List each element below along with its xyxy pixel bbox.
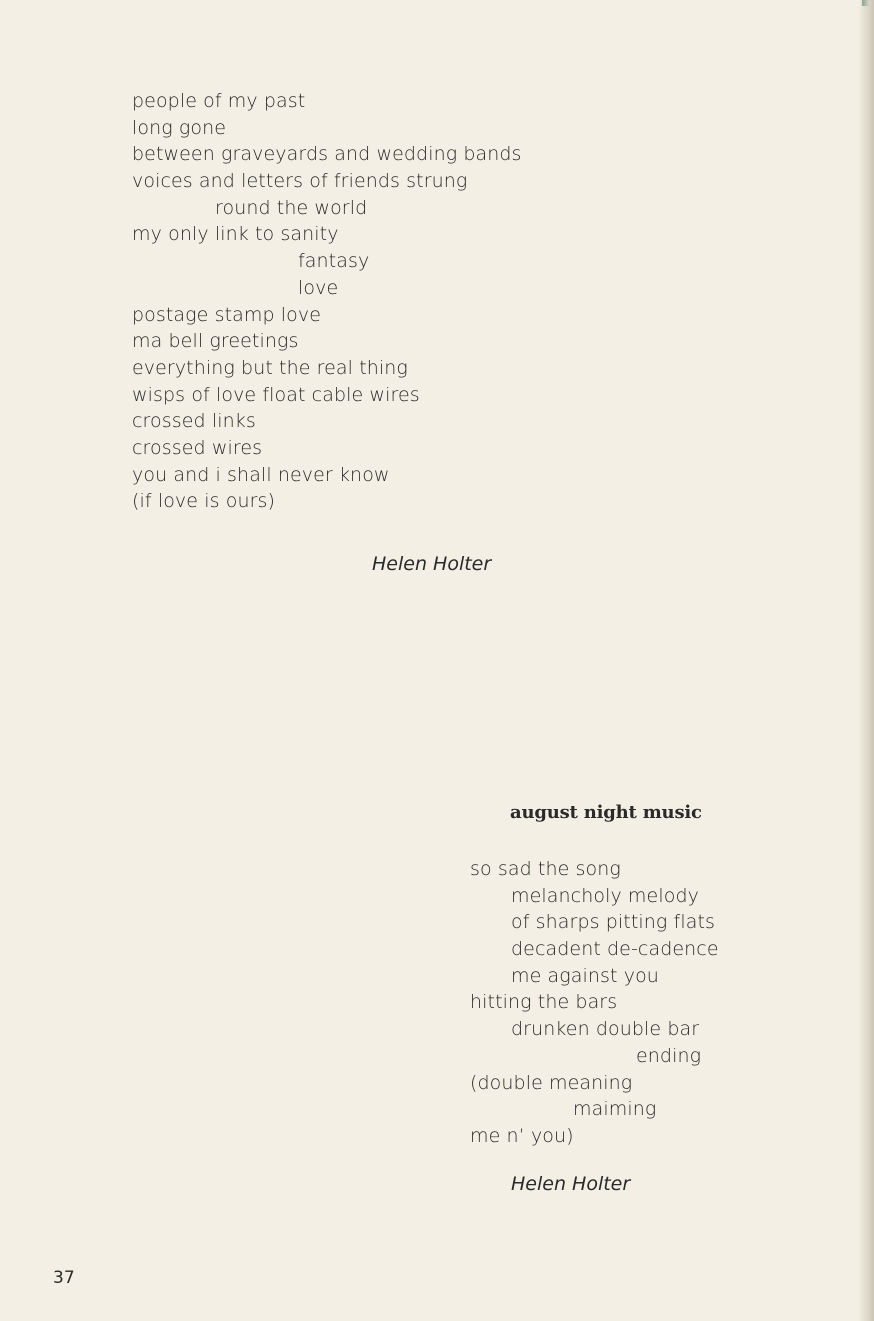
poem-line: everything but the real thing bbox=[132, 356, 408, 379]
poem-line: ma bell greetings bbox=[132, 330, 299, 353]
poem-line: (double meaning bbox=[470, 1071, 633, 1094]
poem-line: of sharps pitting flats bbox=[511, 911, 716, 934]
poem-line: postage stamp love bbox=[132, 303, 322, 326]
poem-line: hitting the bars bbox=[470, 991, 618, 1014]
poem-line: people of my past bbox=[132, 90, 306, 112]
page-number: 37 bbox=[53, 1268, 75, 1288]
poem-line: my only link to sanity bbox=[132, 223, 339, 246]
poem-line: crossed links bbox=[132, 410, 256, 433]
poem-line: you and i shall never know bbox=[132, 463, 390, 486]
poem-2-title: august night music bbox=[510, 802, 702, 823]
poem-line: melancholy melody bbox=[511, 884, 699, 907]
poem-line: (if love is ours) bbox=[132, 490, 276, 513]
poem-line: fantasy bbox=[298, 250, 370, 273]
poem-line: so sad the song bbox=[470, 858, 621, 880]
poem-line: me against you bbox=[511, 964, 659, 987]
poem-line: me n’ you) bbox=[470, 1124, 574, 1147]
poem-line: ending bbox=[636, 1044, 702, 1067]
poem-line: maiming bbox=[573, 1098, 657, 1121]
poem-line: drunken double bar bbox=[511, 1018, 700, 1041]
poem-line: love bbox=[298, 276, 339, 299]
poem-line: between graveyards and wedding bands bbox=[132, 143, 522, 166]
poem-line: long gone bbox=[132, 116, 227, 139]
poem-line: decadent de-cadence bbox=[511, 938, 719, 961]
poem-line: voices and letters of friends strung bbox=[132, 170, 468, 193]
poem-2-author: Helen Holter bbox=[511, 1173, 631, 1195]
poem-1 bbox=[132, 88, 522, 515]
poem-line: crossed wires bbox=[132, 436, 263, 459]
poem-2 bbox=[470, 856, 719, 1150]
poem-1-author: Helen Holter bbox=[372, 553, 492, 575]
poem-line: round the world bbox=[215, 196, 368, 219]
poem-line: wisps of love float cable wires bbox=[132, 383, 420, 406]
page-edge-shadow bbox=[858, 0, 874, 1321]
